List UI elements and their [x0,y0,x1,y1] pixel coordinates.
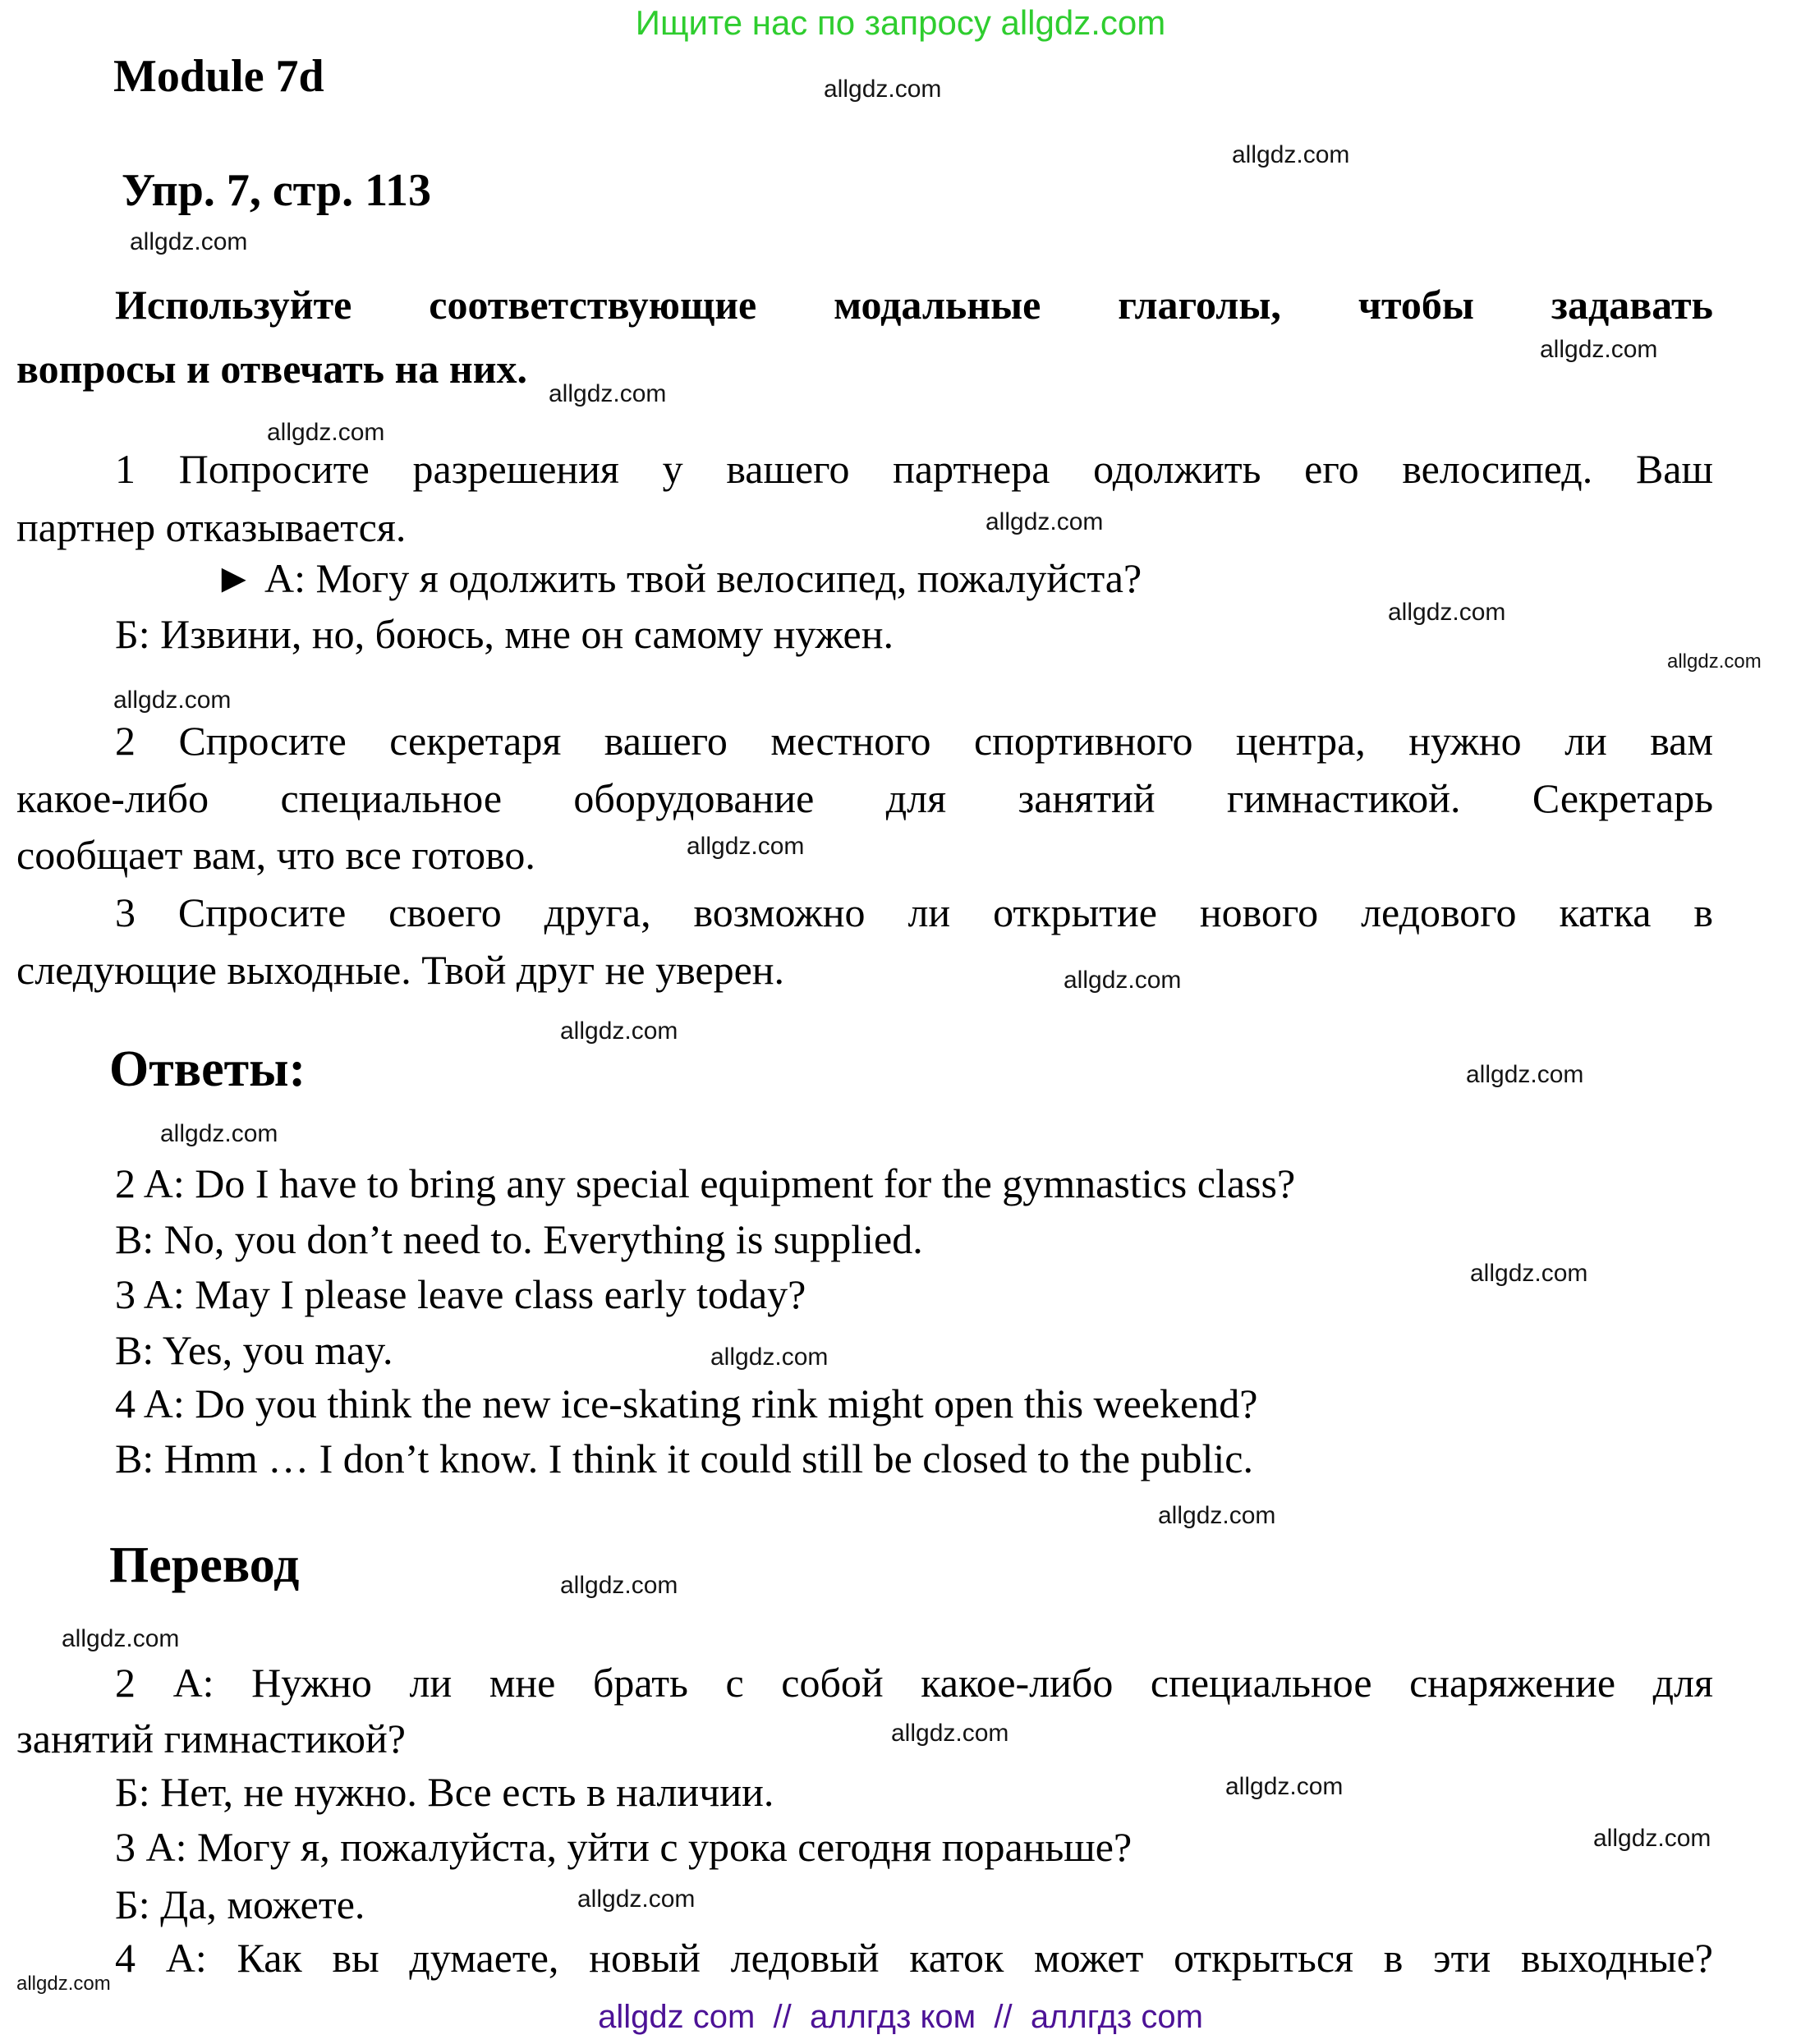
watermark-text: allgdz.com [985,508,1104,535]
module-title: Module 7d [113,51,324,102]
task-item3-line-2: следующие выходные. Твой друг не уверен. [16,947,785,993]
translation-2b-line: Б: Нет, не нужно. Все есть в наличии. [115,1769,774,1815]
task-item2-line-1: 2 Спросите секретаря вашего местного спортивного центра, нужно ли вам [115,718,1713,764]
task-item1-line-2: партнер отказывается. [16,504,407,550]
watermark-text: allgdz.com [710,1344,829,1371]
answer-3a-line: 3 A: May I please leave class early today? [115,1271,806,1317]
example-b-line: Б: Извини, но, боюсь, мне он самому нужен. [115,611,894,657]
answer-4b-line: B: Hmm … I don’t know. I think it could still be closed to the public. [115,1435,1253,1481]
footer-sites-line: allgdz com // аллгдз ком // аллгдз com [598,1999,1203,2035]
watermark-text: allgdz.com [130,228,248,255]
watermark-text: allgdz.com [1158,1502,1276,1529]
example-a-line [16,553,1713,604]
watermark-text: allgdz.com [549,380,667,407]
watermark-text: allgdz.com [1593,1825,1711,1852]
watermark-text: allgdz.com [16,1973,111,1995]
watermark-text: allgdz.com [113,687,232,714]
watermark-text: allgdz.com [160,1120,278,1147]
promo-banner: Ищите нас по запросу allgdz.com [635,3,1166,42]
answer-2a-line: 2 A: Do I have to bring any special equipment for the gymnastics class? [115,1160,1296,1206]
translation-heading: Перевод [109,1537,300,1593]
example-a-text: А: Могу я одолжить твой велосипед, пожалуйста? [264,555,1142,601]
watermark-text: allgdz.com [1667,650,1762,673]
answer-3b-line: B: Yes, you may. [115,1327,393,1373]
watermark-text: allgdz.com [267,419,385,446]
watermark-text: allgdz.com [1388,599,1506,626]
task-item1-line-1: 1 Попросите разрешения у вашего партнера одолжить его велосипед. Ваш [115,446,1713,492]
translation-3a-line: 3 А: Могу я, пожалуйста, уйти с урока сегодня пораньше? [115,1824,1133,1870]
exercise-title: Упр. 7, стр. 113 [122,165,432,216]
watermark-text: allgdz.com [891,1720,1009,1747]
arrow-marker-icon: ► [214,555,255,601]
watermark-text: allgdz.com [560,1017,678,1045]
answer-4a-line: 4 A: Do you think the new ice-skating rink might open this weekend? [115,1380,1258,1426]
translation-2a-line-2: занятий гимнастикой? [16,1716,406,1762]
watermark-text: allgdz.com [824,76,942,103]
watermark-text: allgdz.com [560,1572,678,1599]
watermark-text: allgdz.com [1232,141,1350,168]
watermark-text: allgdz.com [687,833,805,860]
watermark-text: allgdz.com [1466,1061,1584,1088]
answers-heading: Ответы: [109,1041,306,1097]
watermark-text: allgdz.com [1225,1773,1344,1800]
watermark-text: allgdz.com [62,1625,180,1652]
answer-2b-line: B: No, you don’t need to. Everything is supplied. [115,1216,923,1262]
task-item3-line-1: 3 Спросите своего друга, возможно ли открытие нового ледового катка в [115,889,1713,935]
watermark-text: allgdz.com [1064,967,1182,994]
task-intro-line-1: Используйте соответствующие модальные глаголы, чтобы задавать [115,282,1713,328]
translation-2a-line-1: 2 А: Нужно ли мне брать с собой какое-либо специальное снаряжение для [115,1660,1713,1706]
task-item2-line-3: сообщает вам, что все готово. [16,832,535,878]
watermark-text: allgdz.com [1540,336,1658,363]
translation-3b-line: Б: Да, можете. [115,1881,365,1927]
task-intro-line-2: вопросы и отвечать на них. [16,346,527,392]
watermark-text: allgdz.com [577,1886,696,1913]
translation-4a-line: 4 А: Как вы думаете, новый ледовый каток может открыться в эти выходные? [115,1935,1713,1981]
watermark-text: allgdz.com [1470,1260,1588,1287]
task-item2-line-2: какое-либо специальное оборудование для занятий гимнастикой. Секретарь [16,775,1713,821]
